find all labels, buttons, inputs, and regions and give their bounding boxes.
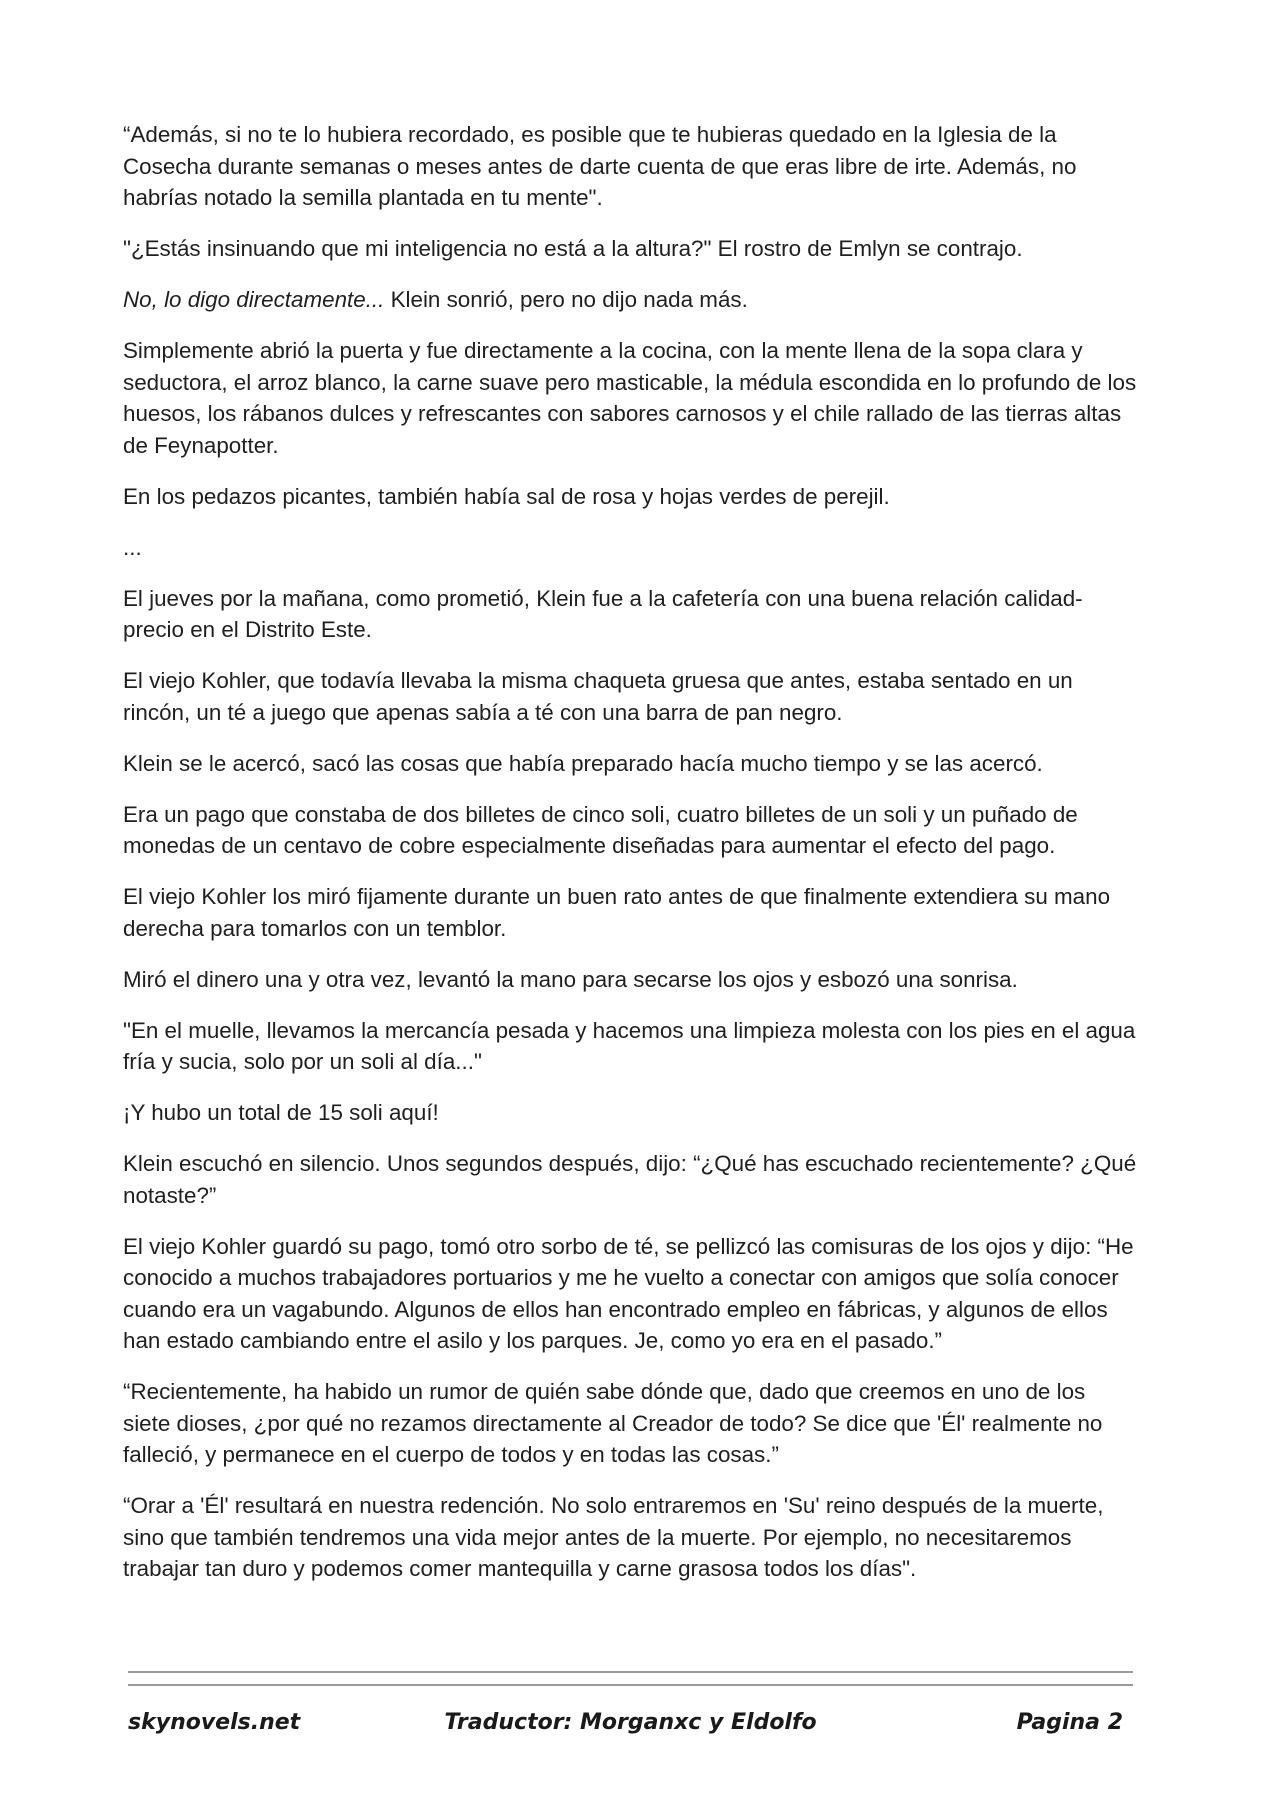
footer-divider-bottom — [128, 1684, 1133, 1686]
paragraph-13: ¡Y hubo un total de 15 soli aquí! — [123, 1100, 439, 1125]
paragraph-11: Miró el dinero una y otra vez, levantó la mano para secarse los ojos y esbozó una sonrisa. — [123, 966, 1018, 992]
footer-translator: Traductor: Morganxc y Eldolfo — [444, 1710, 817, 1735]
paragraph-15: El viejo Kohler guardó su pago, tomó otro sorbo de té, se pellizcó las comisuras de los ojos y dijo: “He conocido a muchos trabajadores portuarios y me he vuelto a conectar con amigos que solía conocer cuando era un vagabundo. Algunos de ellos han encontrado empleo en fábricas, y algunos de ellos han estado cambiando entre el asilo y los parques. Je, como yo era en el pasado.” — [123, 1233, 1134, 1353]
paragraph-9: Era un pago que constaba de dos billetes de cinco soli, cuatro billetes de un soli y un puñado de monedas de un centavo de cobre especialmente diseñadas para aumentar el efecto del pago. — [123, 801, 1078, 858]
paragraph-12: "En el muelle, llevamos la mercancía pesada y hacemos una limpieza molesta con los pies en el agua fría y sucia, solo por un soli al día..." — [123, 1017, 1136, 1074]
paragraph-16: “Recientemente, ha habido un rumor de quién sabe dónde que, dado que creemos en uno de los siete dioses, ¿por qué no rezamos directamente al Creador de todo? Se dice que 'Él' realmente no falleció, y permanece en el cuerpo de todos y en todas las cosas.” — [123, 1379, 1103, 1467]
paragraph-1: “Además, si no te lo hubiera recordado, es posible que te hubieras quedado en la Iglesia de la Cosecha durante semanas o meses antes de darte cuenta de que eras libre de irte. Además, no habrías notado la semilla plantada en tu mente". — [123, 122, 1077, 210]
page-footer — [128, 1710, 1133, 1750]
paragraph-8: Klein se le acercó, sacó las cosas que había preparado hacía mucho tiempo y se las acercó. — [123, 750, 1043, 776]
paragraph-2: "¿Estás insinuando que mi inteligencia no está a la altura?" El rostro de Emlyn se contrajo. — [123, 236, 1023, 261]
paragraph-7: El viejo Kohler, que todavía llevaba la misma chaqueta gruesa que antes, estaba sentado en un rincón, un té a juego que apenas sabía a té con una barra de pan negro. — [123, 668, 1073, 725]
paragraph-3 — [123, 284, 1138, 316]
scene-break: ... — [123, 534, 142, 560]
paragraph-5: En los pedazos picantes, también había sal de rosa y hojas verdes de perejil. — [123, 483, 890, 509]
footer-site: skynovels.net — [128, 1710, 301, 1735]
paragraph-4: Simplemente abrió la puerta y fue directamente a la cocina, con la mente llena de la sopa clara y seductora, el arroz blanco, la carne suave pero masticable, la médula escondida en lo profundo de los huesos, los rábanos dulces y refrescantes con sabores carnosos y el chile rallado de las tierras altas de Feynapotter. — [123, 338, 1137, 458]
paragraph-17: “Orar a 'Él' resultará en nuestra redención. No solo entraremos en 'Su' reino después de la muerte, sino que también tendremos una vida mejor antes de la muerte. Por ejemplo, no necesitaremos trabajar tan duro y podemos comer mantequilla y carne grasosa todos los días". — [123, 1493, 1104, 1581]
paragraph-3-text: Klein sonrió, pero no dijo nada más. — [384, 287, 748, 312]
document-body — [123, 119, 1138, 1604]
paragraph-10: El viejo Kohler los miró fijamente durante un buen rato antes de que finalmente extendiera su mano derecha para tomarlos con un temblor. — [123, 884, 1111, 941]
footer-page-number: Pagina 2 — [1016, 1710, 1123, 1735]
paragraph-14: Klein escuchó en silencio. Unos segundos después, dijo: “¿Qué has escuchado recientemente? ¿Qué notaste?” — [123, 1151, 1137, 1208]
paragraph-6: El jueves por la mañana, como prometió, Klein fue a la cafetería con una buena relación calidad-precio en el Distrito Este. — [123, 585, 1083, 642]
paragraph-3-italic: No, lo digo directamente... — [123, 287, 385, 312]
footer-divider-top — [128, 1671, 1133, 1673]
